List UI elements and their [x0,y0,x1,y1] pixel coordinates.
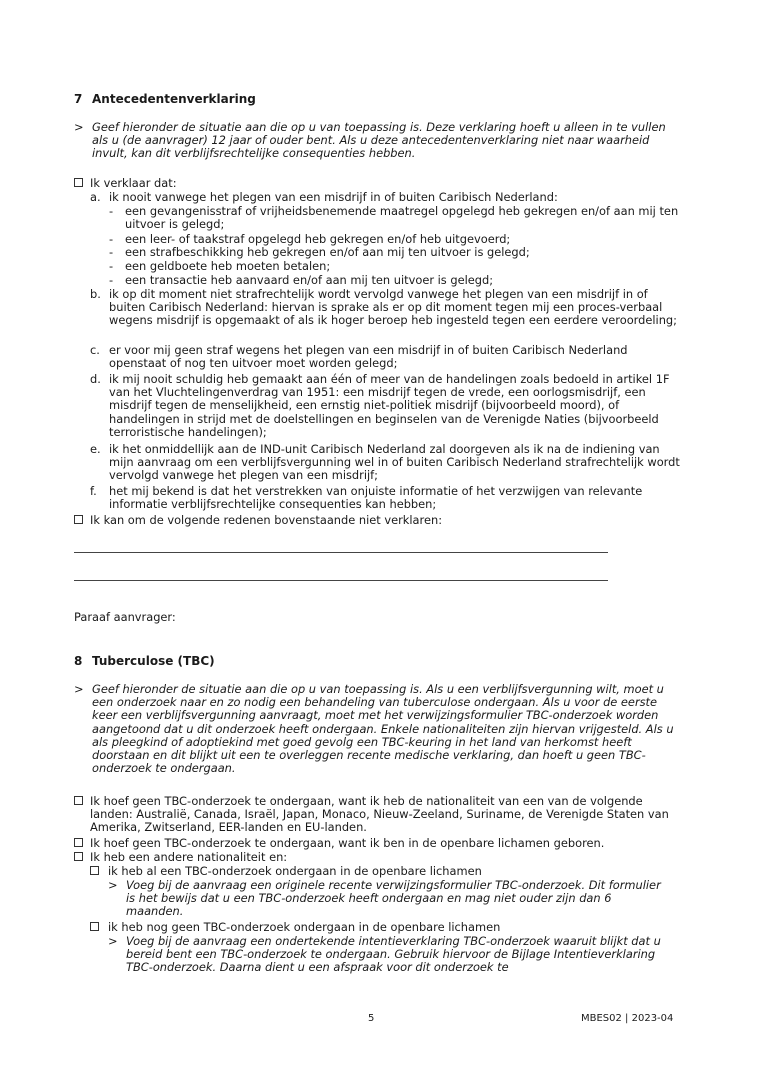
checkbox[interactable] [90,866,99,875]
page-number: 5 [368,1013,375,1024]
sub-item-text: een geldboete heb moeten betalen; [125,259,331,273]
reason-input-line-1[interactable] [74,552,608,553]
checkbox[interactable] [74,838,83,847]
declaration-item-f [90,485,680,511]
instruction-text: Geef hieronder de situatie aan die op u van toepassing is. Als u een verblijfsvergunning wilt, moet u een onderzoek naar en zo nodig een behandeling van tuberculose ondergaan. Als u voor de eerste keer een verblijfsvergunning aanvraagt, moet met het verwijzingsformulier TBC-onderzoek worden aangetoond dat u dit onderzoek heeft ondergaan. Enkele nationaliteiten zijn hiervan vrijgesteld. Als u als pleegkind of adoptiekind met goed gevolg een TBC-keuring in het land van herkomst heeft doorstaan en dit blijkt uit een te overleggen recente medische verklaring, dan hoeft u geen TBC-onderzoek te ondergaan. [92,682,674,776]
tbc-sub-option-not-done[interactable] [90,921,680,934]
sub-item-text: een gevangenisstraf of vrijheidsbenemende maatregel opgelegd heb gekregen en/of aan mij ten uitvoer is gelegd; [125,204,679,232]
section-7-instruction [74,121,674,161]
sub-item-text: een transactie heb aanvaard en/of aan mij ten uitvoer is gelegd; [125,273,494,287]
declare-option[interactable] [74,177,674,190]
item-label: f. [90,484,97,498]
arrow-icon: > [108,934,118,948]
option-text: Ik hoef geen TBC-onderzoek te ondergaan, want ik heb de nationaliteit van een van de volgende landen: Australië, Canada, Israël, Japan, Monaco, Nieuw-Zeeland, Suriname, de Verenigde Staten van Amerika, Zwitserland, EER-landen en EU-landen. [90,794,669,835]
declaration-item-c [90,344,680,370]
option-text: Ik hoef geen TBC-onderzoek te ondergaan, want ik ben in de openbare lichamen geboren. [90,836,605,850]
option-text: ik heb al een TBC-onderzoek ondergaan in de openbare lichamen [108,864,482,878]
option-text: ik heb nog geen TBC-onderzoek ondergaan in de openbare lichamen [108,920,501,934]
form-code: MBES02 | 2023-04 [581,1013,674,1024]
arrow-icon: > [74,682,84,696]
reason-input-line-2[interactable] [74,580,608,581]
item-text: het mij bekend is dat het verstrekken van onjuiste informatie of het verzwijgen van relevante informatie verblijfsrechtelijke consequenties kan hebben; [109,484,643,512]
dash: - [109,273,114,287]
section-7-heading [74,93,256,106]
item-text: er voor mij geen straf wegens het plegen van een misdrijf in of buiten Caribisch Nederland openstaat of nog ten uitvoer moet worden gelegd; [109,343,628,371]
declaration-item-d [90,373,680,439]
item-label: b. [90,287,101,301]
tbc-sub-option-done[interactable] [90,865,680,878]
arrow-icon: > [108,878,118,892]
item-label: c. [90,343,100,357]
cannot-declare-option[interactable] [74,514,674,527]
dash: - [109,204,114,218]
instruction-text: Voeg bij de aanvraag een ondertekende intentieverklaring TBC-onderzoek waaruit blijkt dat u bereid bent een TBC-onderzoek te ondergaan. Gebruik hiervoor de Bijlage Intentieverklaring TBC-onderzoek. Daarna dient u een afspraak voor dit onderzoek te [126,934,661,975]
section-number: 8 [74,654,83,668]
item-text: ik het onmiddellijk aan de IND-unit Caribisch Nederland zal doorgeven als ik na de indiening van mijn aanvraag om een verblijfsvergunning wel in of buiten Caribisch Nederland strafrechtelijk wordt vervolgd vanwege het plegen van een misdrijf; [109,442,680,483]
sub-item [109,246,689,259]
item-label: d. [90,372,101,386]
section-title: Antecedentenverklaring [92,92,256,106]
initials-label: Paraaf aanvrager: [74,610,176,624]
declaration-item-a [90,191,680,204]
declaration-item-b [90,288,680,328]
section-8-heading [74,655,215,668]
checkbox[interactable] [74,852,83,861]
declare-label: Ik verklaar dat: [90,176,177,190]
dash: - [109,245,114,259]
sub-1-instruction [108,879,668,919]
tbc-option-nationality[interactable] [74,795,674,835]
checkbox[interactable] [90,922,99,931]
checkbox[interactable] [74,515,83,524]
tbc-option-other-nationality[interactable] [74,851,674,864]
item-text: ik op dit moment niet strafrechtelijk wordt vervolgd vanwege het plegen van een misdrijf in of buiten Caribisch Nederland: hiervan is sprake als er op dit moment tegen mij een proces-verbaal wegens misdrijf is opgemaakt of als ik hoger beroep heb ingesteld tegen een eerdere veroordeling; [109,287,678,328]
sub-2-instruction [108,935,668,975]
item-label: e. [90,442,101,456]
section-number: 7 [74,92,83,106]
sub-item [109,205,689,231]
arrow-icon: > [74,120,84,134]
item-label: a. [90,190,101,204]
dash: - [109,232,114,246]
section-8-instruction [74,683,674,775]
option-text: Ik heb een andere nationaliteit en: [90,850,288,864]
sub-item [109,260,689,273]
instruction-text: Geef hieronder de situatie aan die op u van toepassing is. Deze verklaring hoeft u alleen in te vullen als u (de aanvrager) 12 jaar of ouder bent. Als u deze antecedentenverklaring niet naar waarheid invult, kan dit verblijfsrechtelijke consequenties hebben. [92,120,666,161]
sub-item-text: een leer- of taakstraf opgelegd heb gekregen en/of heb uitgevoerd; [125,232,511,246]
checkbox[interactable] [74,796,83,805]
dash: - [109,259,114,273]
section-title: Tuberculose (TBC) [92,654,215,668]
instruction-text: Voeg bij de aanvraag een originele recente verwijzingsformulier TBC-onderzoek. Dit formulier is het bewijs dat u een TBC-onderzoek heeft ondergaan en mag niet ouder zijn dan 6 maanden. [126,878,661,919]
cannot-declare-label: Ik kan om de volgende redenen bovenstaande niet verklaren: [90,513,443,527]
sub-item [109,274,689,287]
tbc-option-born-here[interactable] [74,837,674,850]
item-text: ik nooit vanwege het plegen van een misdrijf in of buiten Caribisch Nederland: [109,190,558,204]
item-text: ik mij nooit schuldig heb gemaakt aan één of meer van de handelingen zoals bedoeld in artikel 1F van het Vluchtelingenverdrag van 1951: een misdrijf tegen de vrede, een oorlogsmisdrijf, een misdrijf tegen de menselijkheid, een ernstig niet-politiek misdrijf (bijvoorbeeld moord), of handelingen in strijd met de doelstellingen en beginselen van de Verenigde Naties (bijvoorbeeld terroristische handelingen); [109,372,670,439]
checkbox[interactable] [74,178,83,187]
declaration-item-e [90,443,680,483]
sub-item-text: een strafbeschikking heb gekregen en/of aan mij ten uitvoer is gelegd; [125,245,530,259]
